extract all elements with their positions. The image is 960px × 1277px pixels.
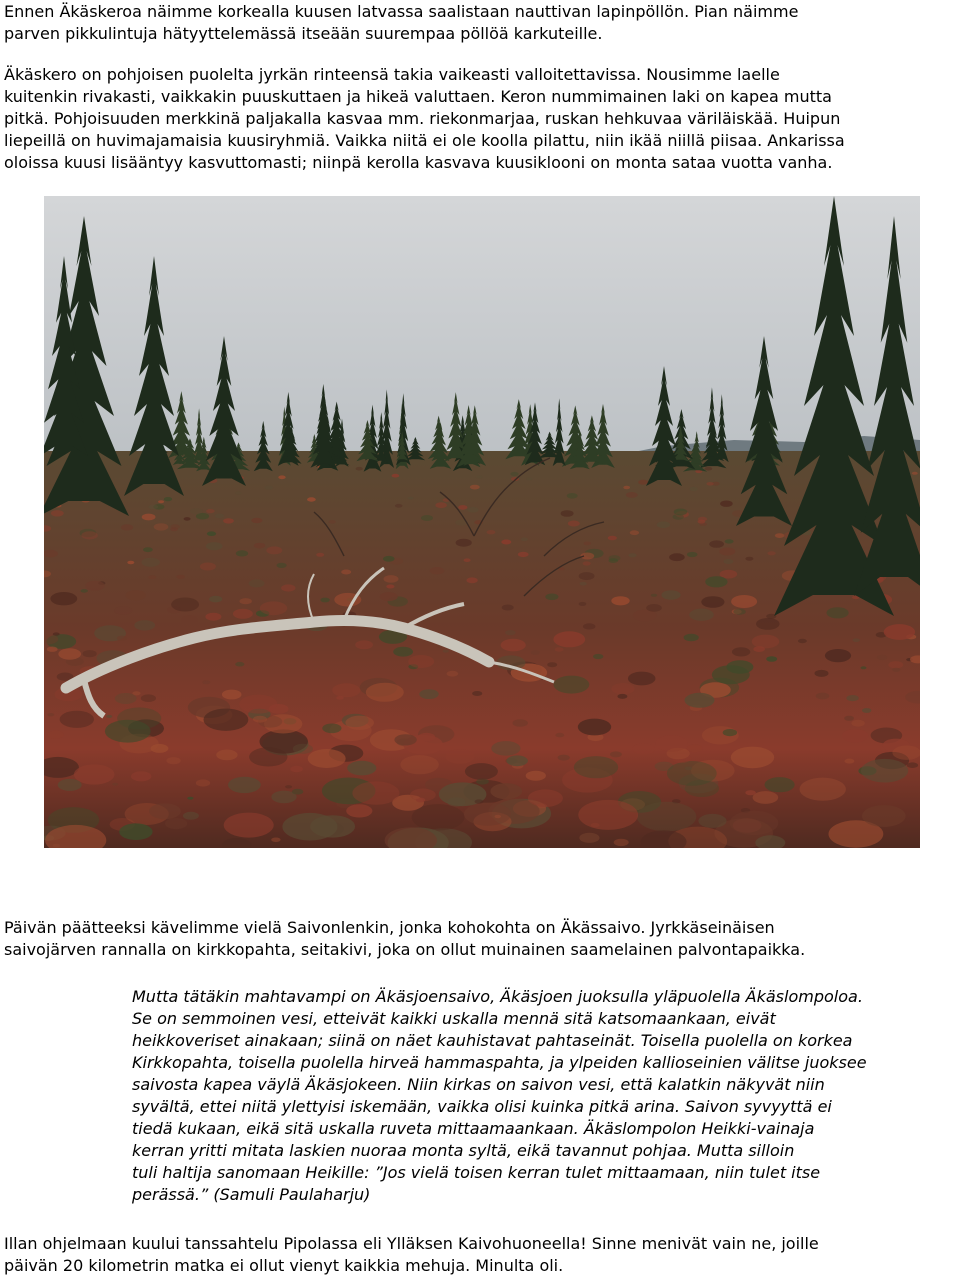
landscape-illustration [44,196,920,848]
paragraph-akaskero-climb: Äkäskero on pohjoisen puolelta jyrkän rinteensä takia vaikeasti valloitettavissa. Nousimme laelle kuitenkin rivakasti, vaikkakin puuskuttaen ja hikeä valuttaen. Keron nummimainen laki on kapea mutta pitkä. Pohjoisuuden merkkinä paljakalla kasvaa mm. riekonmarjaa, ruskan hehkuvaa väriläiskää. Huipun liepeillä on huvimajamaisia kuusiryhmiä. Vaikka niitä ei ole koolla pilattu, niin ikää niillä piisaa. Ankarissa oloissa kuusi lisääntyy kasvuttomasti; niinpä kerolla kasvava kuusiklooni on monta sataa vuotta vanha. [4,65,845,172]
quote-paulaharju: Mutta tätäkin mahtavampi on Äkäsjoensaivo, Äkäsjoen juoksulla yläpuolella Äkäslompoloa. Se on semmoinen vesi, etteivät kaikki uskalla mennä sitä katsomaankaan, eivät heikkoveriset ainakaan; siinä on näet kauhistavat pahtaseinät. Toisella puolella on korkea Kirkkopahta, toisella puolella hirveä hammaspahta, ja ylpeiden kallioseinien välitse juoksee saivosta kapea väylä Äkäsjokeen. Niin kirkas on saivon vesi, että kalatkin näkyvät niin syvältä, ettei niitä ylettyisi iskemään, vaikka olisi kuinka pitkä arina. Saivon syvyyttä ei tiedä kukaan, eikä sitä uskalla ruveta mittaamaankaan. Äkäslompolon Heikki-vainaja kerran yritti mitata laskien nuoraa monta syltä, eikä tavannut pohjaa. Mutta silloin tuli haltija sanomaan Heikille: ”Jos vielä toisen kerran tulet mittaamaan, niin tulet itse perässä.” (Samuli Paulaharju) [132,987,867,1204]
paragraph-intro: Ennen Äkäskeroa näimme korkealla kuusen latvassa saalistaan nauttivan lapinpöllön. Pian näimme parven pikkulintuja hätyyttelemässä itseään suurempaa pöllöä karkuteille. [4,2,799,43]
paragraph-saivonlenkki: Päivän päätteeksi kävelimme vielä Saivonlenkin, jonka kohokohta on Äkässaivo. Jyrkkäseinäisen saivojärven rannalla on kirkkopahta, seitakivi, joka on ollut muinainen saamelainen palvontapaikka. [4,918,806,959]
paragraph-evening-program: Illan ohjelmaan kuului tanssahtelu Pipolassa eli Ylläksen Kaivohuoneella! Sinne menivät vain ne, joille päivän 20 kilometrin matka ei ollut vienyt kaikkia mehuja. Minulta oli. [4,1234,819,1275]
fell-landscape-photo [44,196,920,848]
